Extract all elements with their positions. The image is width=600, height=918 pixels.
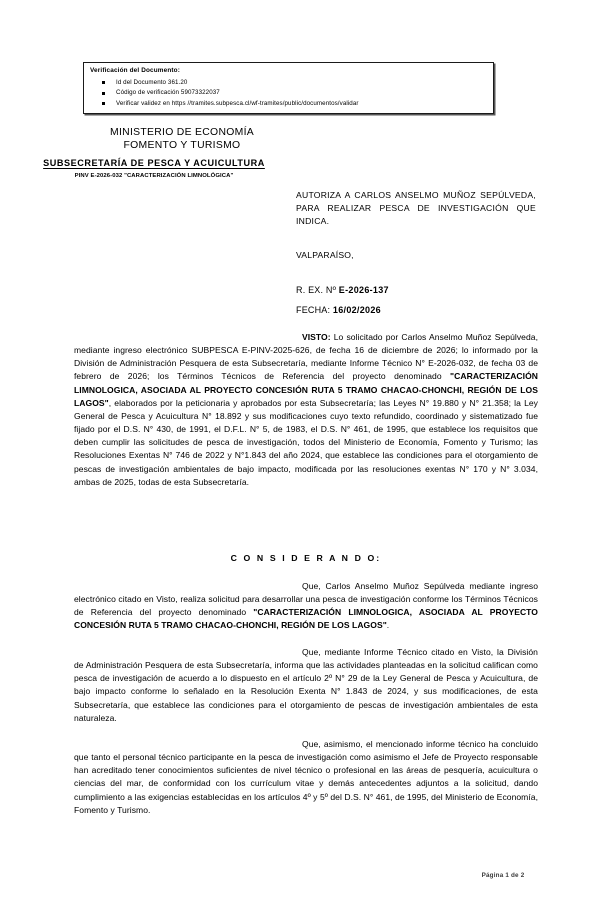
verification-item-url [90,99,359,109]
cons1-text-2: . [386,620,390,631]
city-label: VALPARAÍSO, [296,250,354,260]
resolution-number: E-2026-137 [338,285,389,295]
page-footer: Página 1 de 2 [481,872,525,879]
visto-text-1: Lo solicitado por Carlos Anselmo Muñoz Sepúlveda, mediante ingreso electrónico SUBPESCA E-PINV-2025-626, de fecha 16 de diciembre de 2026; lo informado por la División de Administración Pesquera de esta Subsecretaría, mediante Informe Técnico N° E-2026-032, de fecha 03 de febrero de 2026; los Términos Técnicos de Referencia del proyecto denominado [74,332,538,382]
verification-item-text: Id del Documento 361.20 [116,79,188,86]
bullet-icon [102,92,105,95]
considerando-heading: C O N S I D E R A N D O: [230,553,382,563]
verification-box [83,62,494,114]
cons2-text: Que, mediante Informe Técnico citado en Visto, la División de Administración Pesquera de esta Subsecretaría, informa que las actividades planteadas en la solicitud califican como pesca de investigación de acuerdo a lo dispuesto en el artículo 2º N° 29 de la Ley General de Pesca y Acuicultura, de bajo impacto conforme lo señalado en la Resolución Exenta N° 1.843 de 2024, y sus modificaciones, de esta Subsecretaría, que establece las condiciones para el otorgamiento de pescas de investigación ambientales de esta naturaleza. [74,647,538,723]
visto-paragraph [74,331,538,489]
cons1-text-1: Que, Carlos Anselmo Muñoz Sepúlveda mediante ingreso electrónico citado en Visto, realiza solicitud para desarrollar una pesca de investigación conforme los Términos Técnicos de Referencia del proyecto denominado [74,581,538,618]
cons1-project-title: "CARACTERIZACIÓN LIMNOLOGICA, ASOCIADA AL PROYECTO CONCESIÓN RUTA 5 TRAMO CHACAO-CHONCHI, REGIÓN DE LOS LAGOS" [74,607,538,631]
visto-label: VISTO: [302,332,331,342]
cons3-text: Que, asimismo, el mencionado informe técnico ha concluido que tanto el personal técnico participante en la pesca de investigación como asimismo el Jefe de Proyecto responsable han acreditado tener conocimientos suficientes de nivel técnico o profesional en las áreas de pesquería, acuicultura o ciencias del mar, de conformidad con los currículum vitae y demás antecedentes adjuntos a la solicitud, dando cumplimiento a las exigencias establecidas en los artículos 4º y 5º del D.S. N° 461, de 1995, del Ministerio de Economía, Fomento y Turismo. [74,739,538,815]
resolution-number-line [296,285,389,295]
resolution-date-line [296,305,381,315]
department-heading: SUBSECRETARÍA DE PESCA Y ACUICULTURA [43,158,265,168]
ministry-heading [52,126,312,152]
date-value: 16/02/2026 [332,305,381,315]
visto-text-2: , elaborados por la peticionaria y aprobados por esta Subsecretaría; las Leyes N° 19.880 y N° 21.358; la Ley General de Pesca y Acuicultura N° 18.892 y sus modificaciones cuyo texto refundido, coordinado y sistematizado fue fijado por el D.S. N° 430, de 1991, el D.F.L. N° 5, de 1983, el D.S. N° 461, de 1995, que establece los requisitos que deben cumplir las solicitudes de pesca de investigación, todos del Ministerio de Economía, Fomento y Turismo; las Resoluciones Exentas N° 746 de 2022 y N°1.843 del año 2024, que establece las condiciones para el otorgamiento de pescas de investigación ambientales de bajo impacto, modificada por las resoluciones exentas N° 170 y N° 3.034, ambas de 2025, todas de esta Subsecretaría. [74,397,538,487]
ministry-line-1: MINISTERIO DE ECONOMÍA [110,127,254,138]
verification-item-id [90,78,359,88]
considerando-paragraph-1 [74,580,538,633]
date-label: FECHA: [296,305,333,315]
project-code-label: PINV E-2026-032 "CARACTERIZACIÓN LIMNOLÓGICA" [74,173,234,179]
verification-list [90,78,359,109]
bullet-icon [102,102,105,105]
considerando-paragraph-2 [74,646,538,725]
resolution-label: R. EX. Nº [296,285,339,295]
visto-project-title: "CARACTERIZACIÓN LIMNOLOGICA, ASOCIADA AL PROYECTO CONCESIÓN RUTA 5 TRAMO CHACAO-CHONCHI, REGIÓN DE LOS LAGOS" [74,371,538,408]
resolution-subject: AUTORIZA A CARLOS ANSELMO MUÑOZ SEPÚLVEDA, PARA REALIZAR PESCA DE INVESTIGACIÓN QUE INDICA. [296,190,536,227]
verification-title: Verificación del Documento: [90,67,180,74]
verification-item-text: Código de verificación 59073322037 [116,89,220,97]
verification-item-text: Verificar validez en https //tramites.subpesca.cl/wf-tramites/public/documentos/validar [116,99,359,107]
considerando-paragraph-3 [74,738,538,817]
bullet-icon [102,81,105,84]
verification-item-code [90,88,359,98]
ministry-line-2: FOMENTO Y TURISMO [123,140,241,152]
